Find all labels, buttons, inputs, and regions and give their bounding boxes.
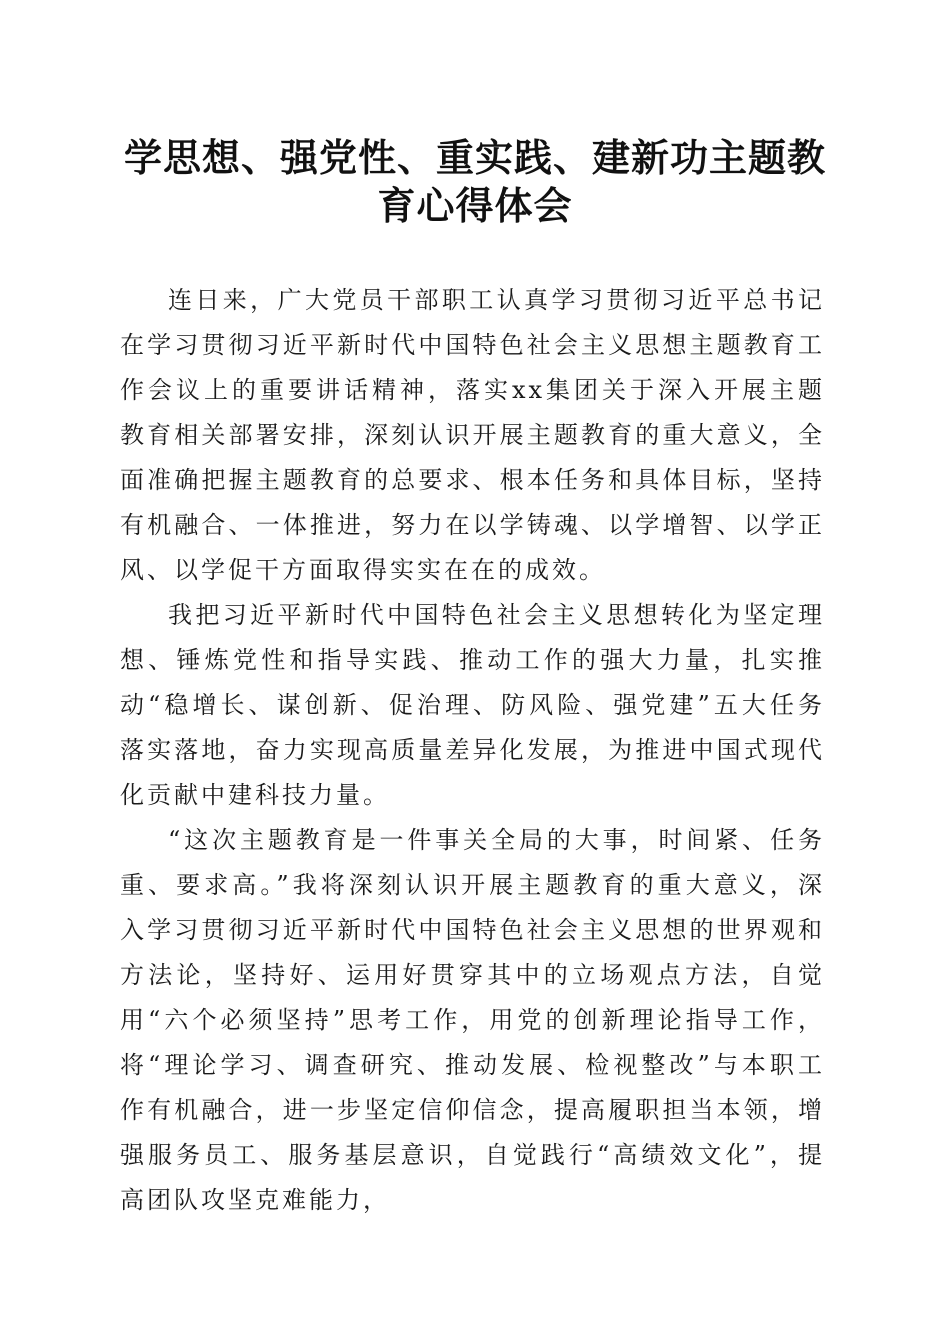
document-body (120, 278, 825, 1223)
paragraph-2: 我把习近平新时代中国特色社会主义思想转化为坚定理想、锤炼党性和指导实践、推动工作的强大力量，扎实推动“稳增长、谋创新、促治理、防风险、强党建”五大任务落实落地，奋力实现高质量差异化发展，为推进中国式现代化贡献中建科技力量。 (120, 601, 825, 809)
document-title: 学思想、强党性、重实践、建新功主题教育心得体会 (123, 135, 826, 228)
paragraph-3: “这次主题教育是一件事关全局的大事，时间紧、任务重、要求高。”我将深刻认识开展主题教育的重大意义，深入学习贯彻习近平新时代中国特色社会主义思想的世界观和方法论，坚持好、运用好贯穿其中的立场观点方法，自觉用“六个必须坚持”思考工作，用党的创新理论指导工作，将“理论学习、调查研究、推动发展、检视整改”与本职工作有机融合，进一步坚定信仰信念，提高履职担当本领，增强服务员工、服务基层意识，自觉践行“高绩效文化”，提高团队攻坚克难能力， (120, 826, 825, 1214)
paragraph-1: 连日来，广大党员干部职工认真学习贯彻习近平总书记在学习贯彻习近平新时代中国特色社会主义思想主题教育工作会议上的重要讲话精神，落实xx集团关于深入开展主题教育相关部署安排，深刻认识开展主题教育的重大意义，全面准确把握主题教育的总要求、根本任务和具体目标，坚持有机融合、一体推进，努力在以学铸魂、以学增智、以学正风、以学促干方面取得实实在在的成效。 (120, 286, 825, 584)
